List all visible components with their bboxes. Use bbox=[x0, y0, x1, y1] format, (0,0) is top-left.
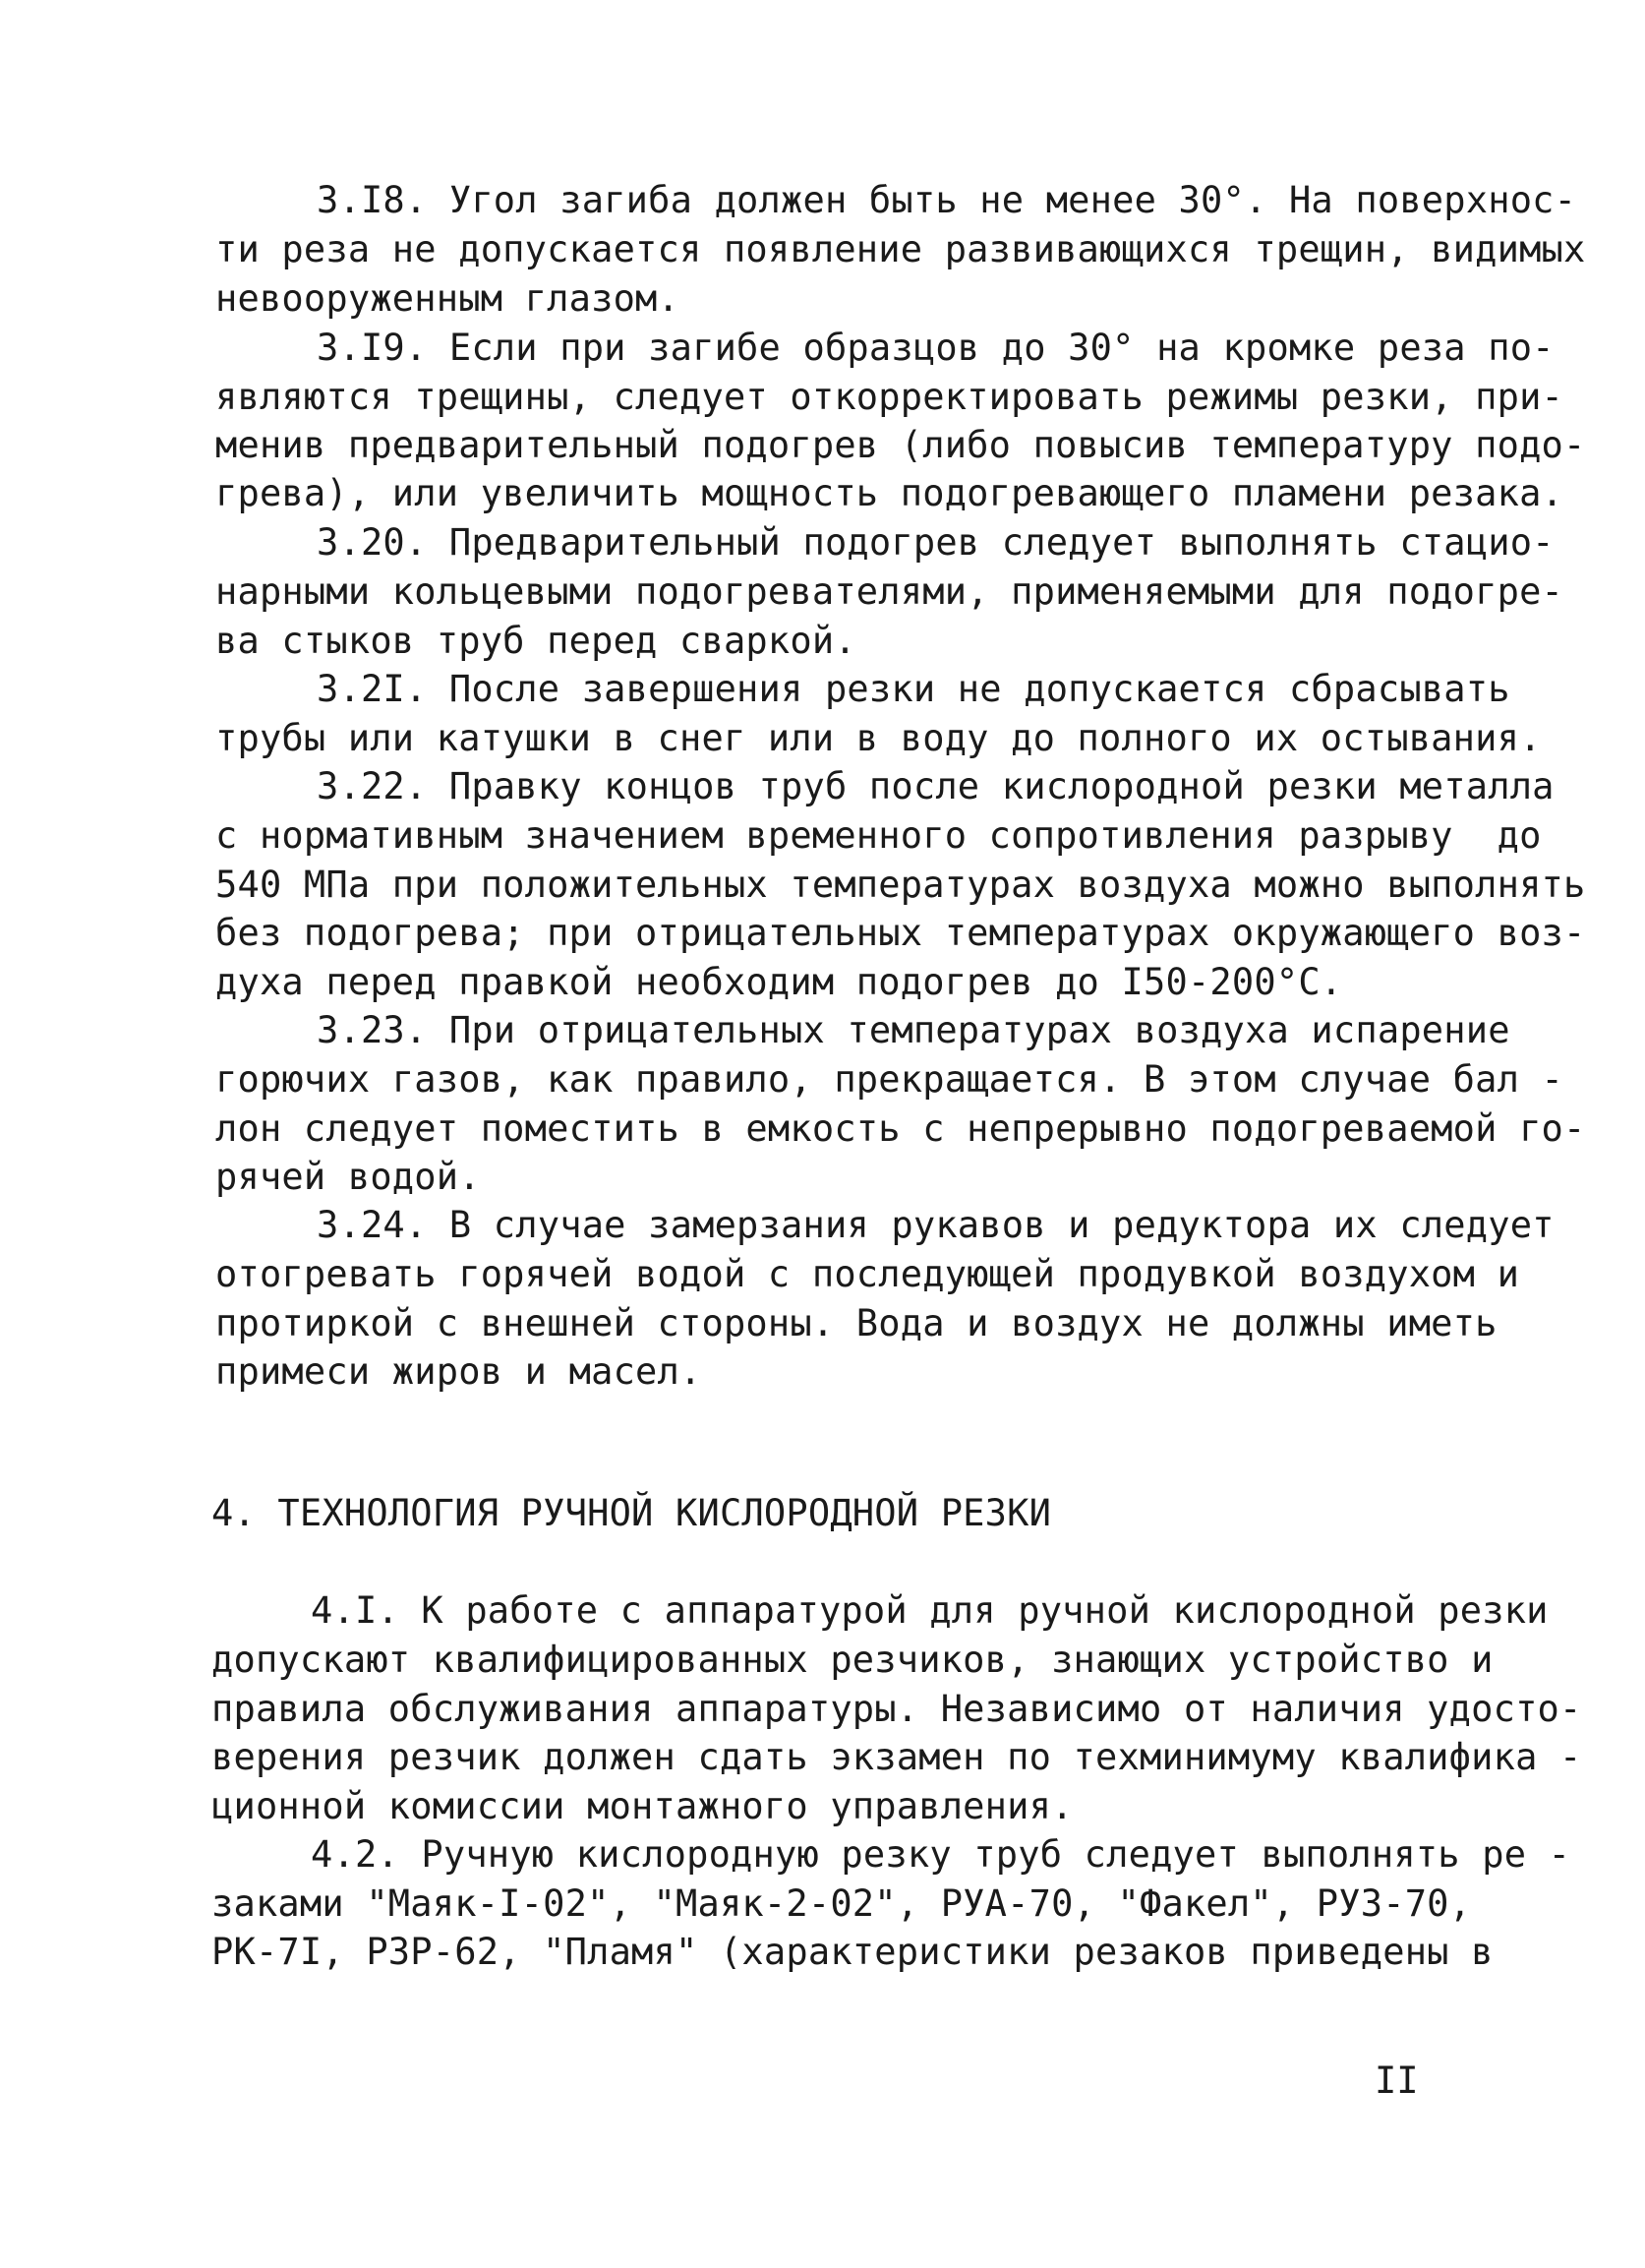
section-heading: 4. ТЕХНОЛОГИЯ РУЧНОЙ КИСЛОРОДНОЙ РЕЗКИ bbox=[211, 1492, 1052, 1534]
text-line: рячей водой. bbox=[215, 1156, 481, 1198]
text-line: 540 МПа при положительных температурах воздуха можно выполнять bbox=[215, 864, 1586, 906]
text-line: 4.2. Ручную кислородную резку труб следует выполнять ре - bbox=[311, 1833, 1571, 1876]
text-line: 4.I. К работе с аппаратурой для ручной кислородной резки bbox=[311, 1589, 1549, 1632]
text-line: ти реза не допускается появление развивающихся трещин, видимых bbox=[215, 228, 1586, 270]
text-line: с нормативным значением временного сопротивления разрыву до bbox=[215, 814, 1542, 857]
text-line: 3.24. В случае замерзания рукавов и редуктора их следует bbox=[317, 1204, 1555, 1246]
text-line: РК-7I, РЗР-62, "Пламя" (характеристики резаков приведены в bbox=[211, 1931, 1494, 1973]
text-line: 3.I9. Если при загибе образцов до 30° на кромке реза по- bbox=[317, 327, 1555, 369]
text-line: трубы или катушки в снег или в воду до полного их остывания. bbox=[215, 717, 1542, 759]
text-line: невооруженным глазом. bbox=[215, 277, 679, 320]
text-line: менив предварительный подогрев (либо повысив температуру подо- bbox=[215, 424, 1586, 466]
text-line: ва стыков труб перед сваркой. bbox=[215, 620, 856, 662]
text-line: духа перед правкой необходим подогрев до I50-200°С. bbox=[215, 961, 1343, 1003]
text-line: отогревать горячей водой с последующей продувкой воздухом и bbox=[215, 1253, 1520, 1295]
text-line: 3.I8. Угол загиба должен быть не менее 30°. На поверхнос- bbox=[317, 179, 1577, 221]
text-line: протиркой с внешней стороны. Вода и воздух не должны иметь bbox=[215, 1302, 1498, 1344]
text-line: заками "Маяк-I-02", "Маяк-2-02", РУА-70, "Факел", РУЗ-70, bbox=[211, 1882, 1472, 1925]
text-line: 3.23. При отрицательных температурах воздуха испарение bbox=[317, 1009, 1510, 1051]
page-number: II bbox=[1375, 2059, 1419, 2102]
text-line: ционной комиссии монтажного управления. bbox=[211, 1785, 1074, 1827]
text-line: верения резчик должен сдать экзамен по техминимуму квалифика - bbox=[211, 1736, 1582, 1778]
text-line: нарными кольцевыми подогревателями, применяемыми для подогре- bbox=[215, 570, 1564, 613]
text-line: без подогрева; при отрицательных температурах окружающего воз- bbox=[215, 912, 1586, 954]
text-line: 3.22. Правку концов труб после кислородной резки металла bbox=[317, 765, 1555, 807]
text-line: лон следует поместить в емкость с непрерывно подогреваемой го- bbox=[215, 1107, 1586, 1150]
text-line: 3.20. Предварительный подогрев следует выполнять стацио- bbox=[317, 521, 1555, 564]
text-line: горючих газов, как правило, прекращается. В этом случае бал - bbox=[215, 1058, 1564, 1101]
text-line: допускают квалифицированных резчиков, знающих устройство и bbox=[211, 1639, 1494, 1681]
text-line: грева), или увеличить мощность подогревающего пламени резака. bbox=[215, 472, 1564, 514]
text-line: примеси жиров и масел. bbox=[215, 1350, 702, 1393]
text-line: 3.2I. После завершения резки не допускается сбрасывать bbox=[317, 668, 1510, 710]
text-line: являются трещины, следует откорректировать режимы резки, при- bbox=[215, 376, 1564, 418]
text-line: правила обслуживания аппаратуры. Независимо от наличия удосто- bbox=[211, 1688, 1582, 1730]
